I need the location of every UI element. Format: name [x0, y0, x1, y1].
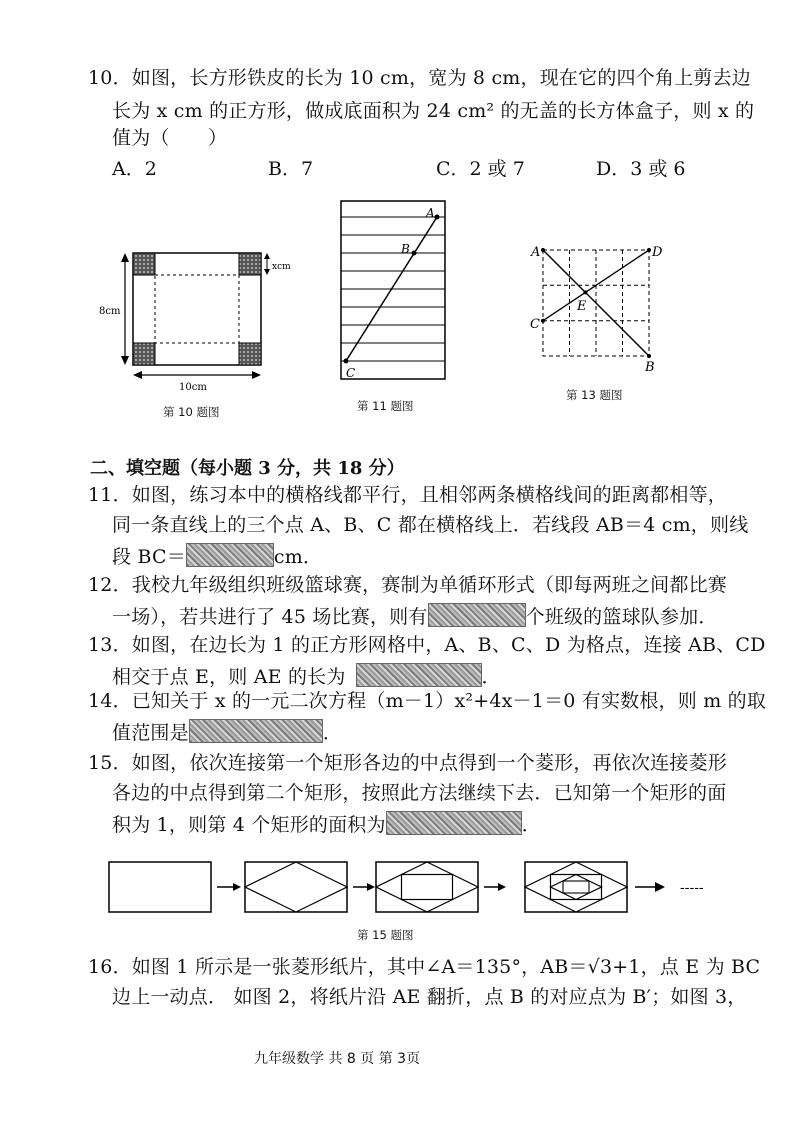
arrow-icon	[498, 883, 506, 891]
q14-line2-pre: 值范围是	[112, 722, 189, 744]
figure-15	[105, 856, 745, 918]
q15-line3-post: ．	[521, 814, 541, 836]
q10-option-d: D．3 或 6	[596, 158, 686, 180]
q15-line1: 15．如图，依次连接第一个矩形各边的中点得到一个菱形，再依次连接菱形	[88, 752, 727, 774]
q12-line2-post: 个班级的篮球队参加．	[525, 606, 718, 628]
arrow-icon	[367, 883, 375, 891]
label-b: B	[401, 242, 410, 256]
q10-line2: 长为 x cm 的正方形，做成底面积为 24 cm² 的无盖的长方体盒子，则 x 的	[112, 100, 755, 122]
q15-line3	[112, 811, 541, 837]
q16-line1: 16．如图 1 所示是一张菱形纸片，其中∠A＝135°，AB＝√3+1，点 E 为 BC	[88, 956, 761, 978]
q12-line2	[112, 603, 718, 629]
point-b	[412, 251, 417, 256]
q13-line2	[112, 663, 501, 689]
corner-square-br	[239, 343, 261, 365]
label-c: C	[346, 366, 356, 380]
label-b: B	[645, 360, 655, 375]
height-label: 8cm	[99, 306, 121, 317]
q10-option-b: B．7	[268, 158, 314, 180]
corner-label: xcm	[272, 262, 291, 272]
q10-option-c: C．2 或 7	[436, 158, 525, 180]
figure-11	[336, 195, 452, 385]
figure-10	[95, 235, 305, 395]
q12-line1: 12．我校九年级组织班级篮球赛，赛制为单循环形式（即每两班之间都比赛	[88, 574, 727, 596]
arrow-icon	[655, 882, 665, 892]
figure-15-caption: 第 15 题图	[357, 928, 414, 942]
q11-line1: 11．如图，练习本中的横格线都平行，且相邻两条横格线间的距离都相等，	[88, 484, 727, 506]
corner-square-tr	[239, 253, 261, 275]
q10-line1: 10．如图，长方形铁皮的长为 10 cm，宽为 8 cm，现在它的四个角上剪去边	[88, 67, 751, 89]
point-c	[344, 359, 349, 364]
label-a: A	[531, 245, 541, 260]
q15-line3-pre: 积为 1，则第 4 个矩形的面积为	[112, 814, 386, 836]
rectangle-1	[109, 862, 211, 912]
q15-line2: 各边的中点得到第二个矩形，按照此方法继续下去．已知第一个矩形的面	[112, 782, 727, 804]
answer-blank-redacted	[189, 719, 323, 743]
width-label: 10cm	[179, 382, 207, 393]
answer-blank-redacted	[356, 663, 482, 687]
q10-line3: 值为（ ）	[112, 127, 228, 149]
figure-10-caption: 第 10 题图	[163, 405, 220, 419]
q10-option-a: A．2	[112, 158, 157, 180]
point-a	[435, 215, 440, 220]
box-base-dashed	[155, 275, 239, 343]
section-title: 二、填空题（每小题 3 分，共 18 分）	[90, 458, 405, 479]
corner-square-bl	[133, 343, 155, 365]
answer-blank-redacted	[386, 811, 522, 835]
q11-line2: 同一条直线上的三个点 A、B、C 都在横格线上．若线段 AB＝4 cm，则线	[112, 514, 749, 536]
q13-line1: 13．如图，在边长为 1 的正方形网格中，A、B、C、D 为格点，连接 AB、CD	[88, 634, 766, 656]
label-e: E	[577, 299, 587, 314]
label-a: A	[426, 206, 435, 220]
label-d: D	[652, 245, 663, 260]
corner-square-tl	[133, 253, 155, 275]
q11-line3-pre: 段 BC＝	[112, 546, 186, 568]
q11-line3-post: cm．	[273, 546, 323, 568]
page-footer: 九年级数学 共 8 页 第 3页	[254, 1051, 421, 1067]
figure-13-caption: 第 13 题图	[566, 388, 623, 402]
q12-line2-pre: 一场），若共进行了 45 场比赛，则有	[112, 606, 428, 628]
q16-line2: 边上一动点． 如图 2，将纸片沿 AE 翻折，点 B 的对应点为 B′；如图 3，	[112, 986, 747, 1008]
ellipsis: -----	[680, 880, 704, 896]
q11-line3	[112, 543, 322, 569]
q14-line2	[112, 719, 342, 745]
arrow-icon	[233, 883, 241, 891]
q13-line2-post: ．	[481, 666, 501, 688]
q13-line2-pre: 相交于点 E，则 AE 的长为	[112, 666, 346, 688]
answer-blank-redacted	[428, 603, 526, 627]
figure-11-caption: 第 11 题图	[357, 399, 414, 413]
answer-blank-redacted	[186, 543, 274, 567]
q14-line2-post: ．	[322, 722, 343, 744]
label-c: C	[530, 317, 540, 332]
q14-line1: 14．已知关于 x 的一元二次方程（m－1）x²+4x－1＝0 有实数根，则 m 的取	[88, 690, 767, 712]
figure-13	[525, 240, 665, 375]
